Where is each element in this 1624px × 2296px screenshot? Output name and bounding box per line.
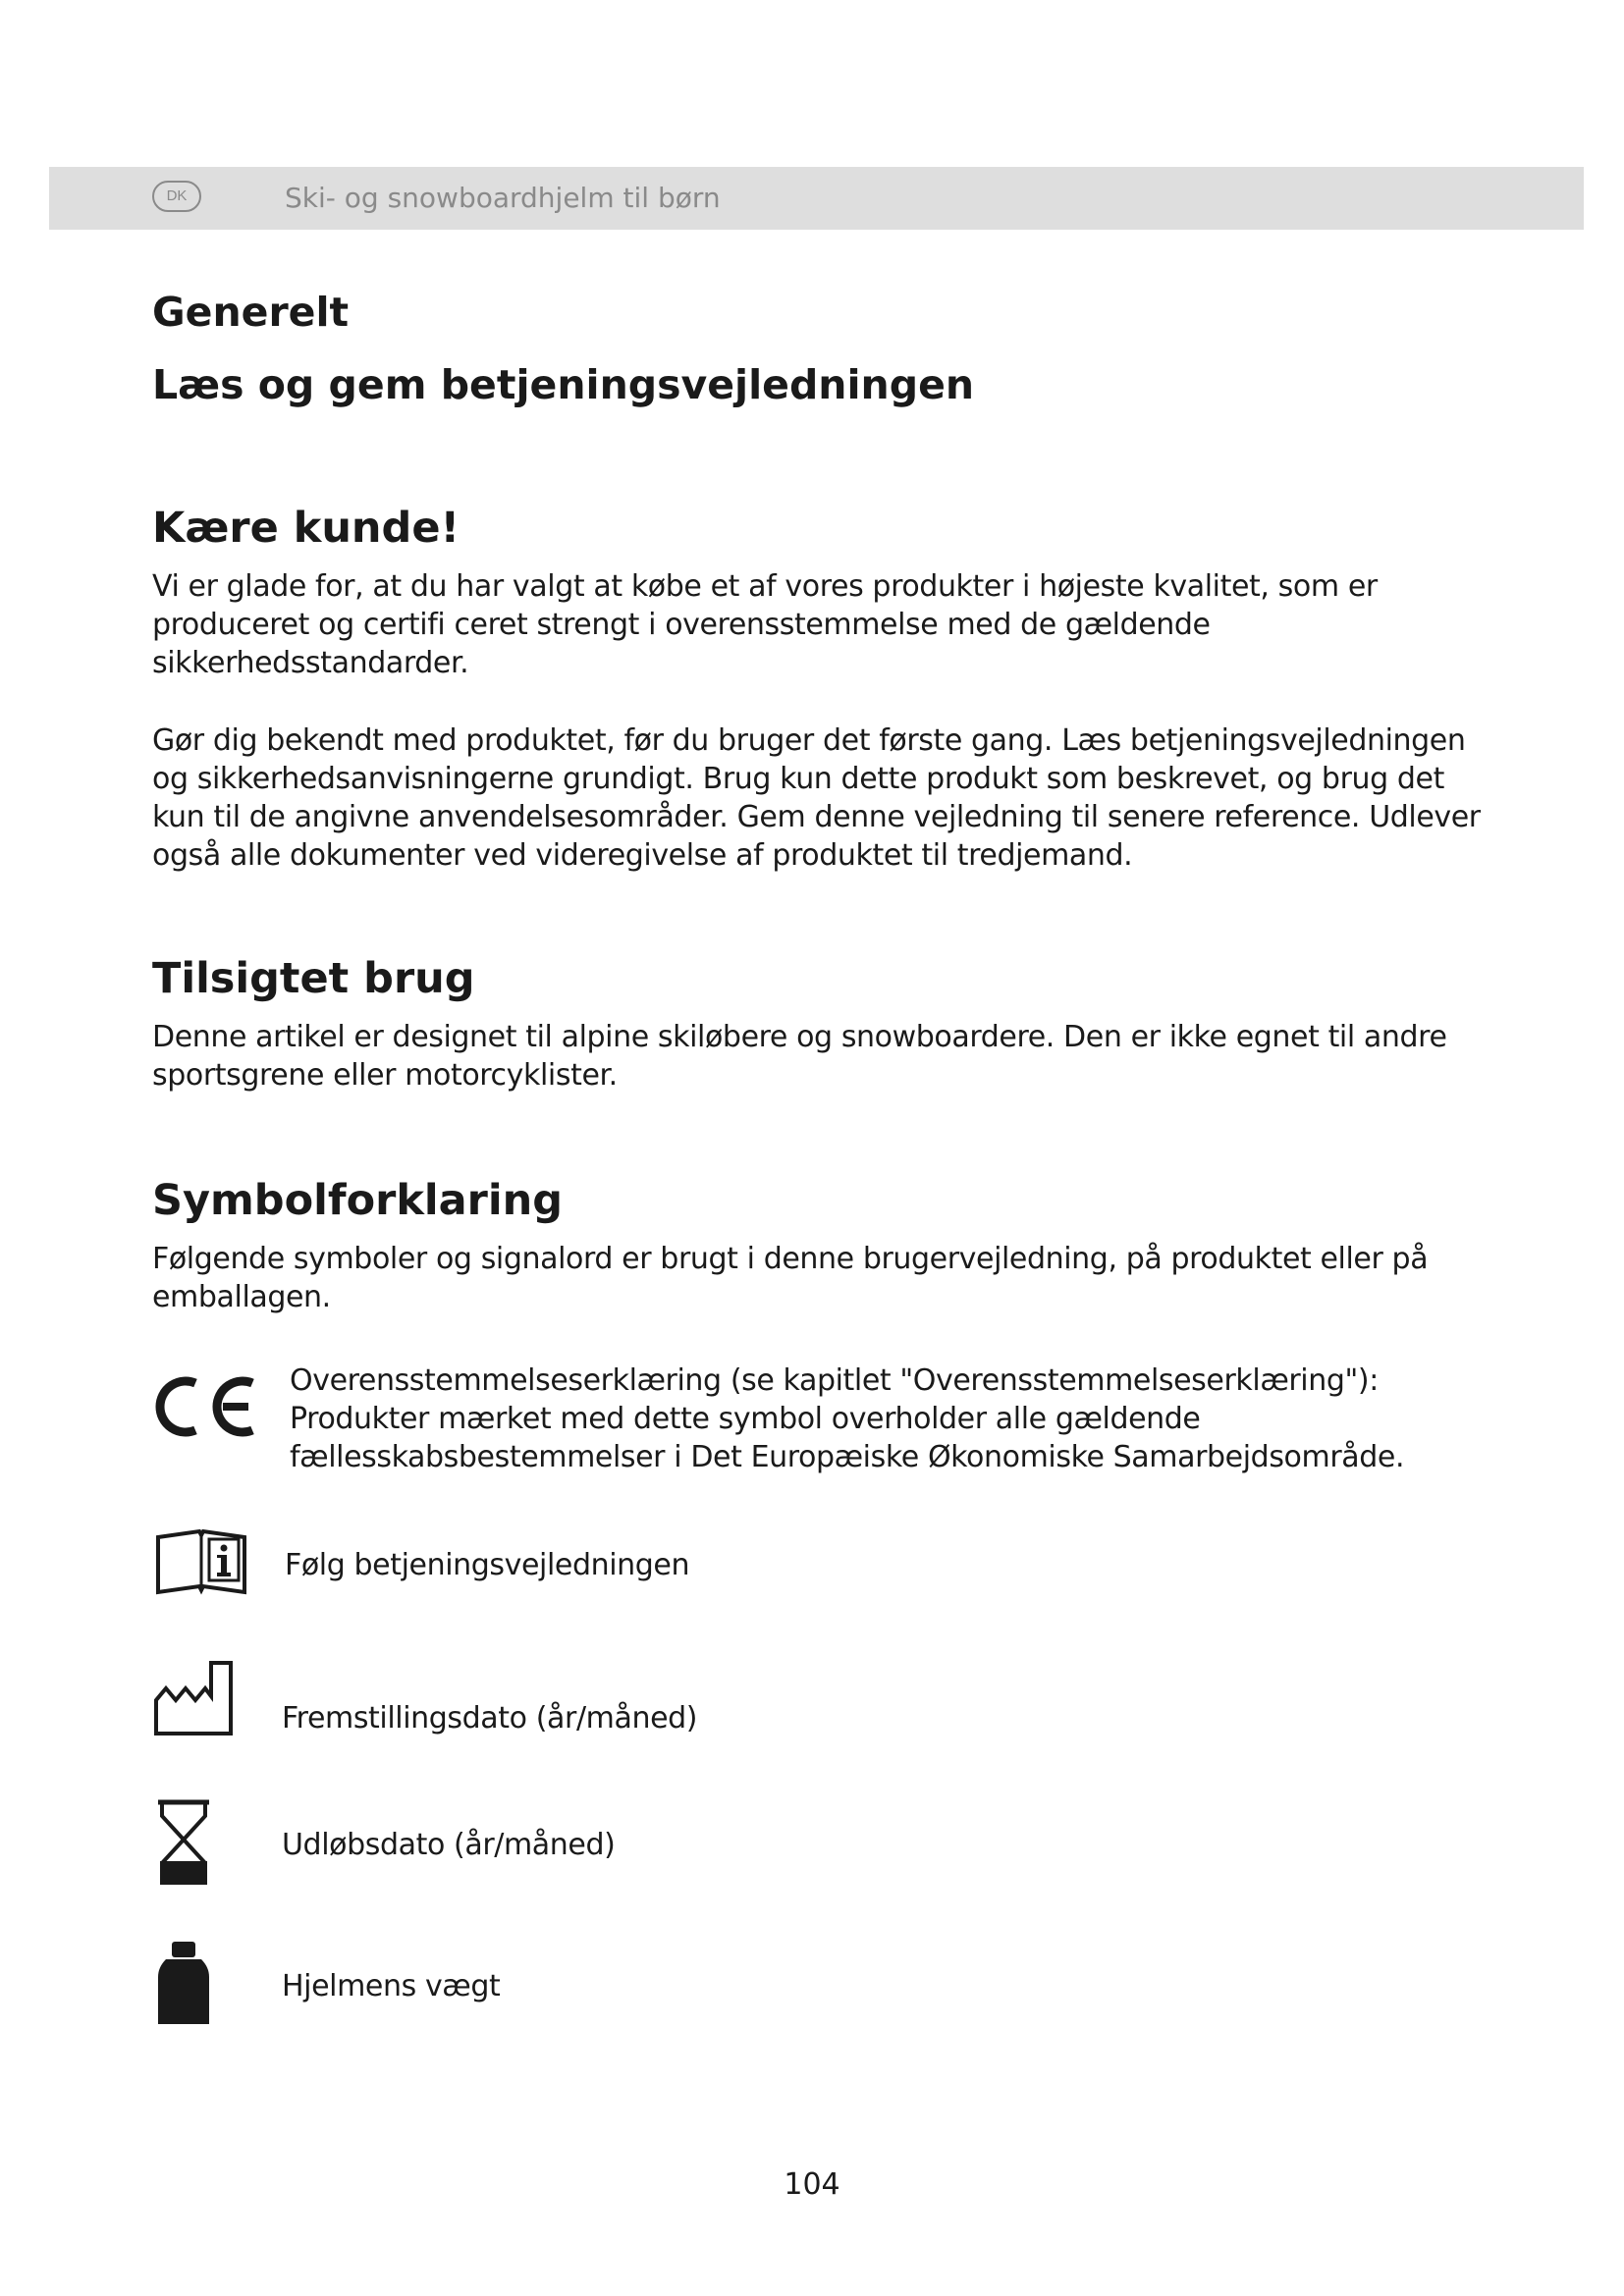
customer-paragraph-2: Gør dig bekendt med produktet, før du bruger det første gang. Læs betjeningsvejledningen og sikkerhedsanvisningerne grundigt. Brug kun dette produkt som beskrevet, og brug det kun til de angivne anvendelsesområder. Gem denne vejledning til senere reference. Udlever også alle dokumenter ved videregivelse af produktet til tredjemand. (152, 723, 1481, 873)
customer-paragraph-1: Vi er glade for, at du har valgt at købe et af vores produkter i højeste kvalitet, som er produceret og certifi ceret strengt i overensstemmelse med de gældende sikkerhedsstandarder. (152, 569, 1378, 680)
section-heading-intended-use: Tilsigtet brug (152, 954, 475, 1003)
header-title: Ski- og snowboardhjelm til børn (285, 182, 721, 214)
section-heading-general: Generelt (152, 289, 350, 336)
symbol-row-manual (152, 1527, 1488, 1602)
section-subheading-read-manual: Læs og gem betjeningsvejledningen (152, 361, 975, 408)
symbol-text-weight: Hjelmens vægt (282, 1968, 501, 2003)
section-heading-customer: Kære kunde! (152, 504, 460, 553)
intended-use-paragraph: Denne artikel er designet til alpine skiløbere og snowboardere. Den er ikke egnet til andre sportsgrene eller motorcyklister. (152, 1020, 1447, 1093)
symbol-text-ce: Overensstemmelseserklæring (se kapitlet "Overensstemmelseserklæring"): Produkter mærket med dette symbol overholder alle gældende fællesskabsbestemmelser i Det Europæiske Økonomiske Samarbejdsområde. (290, 1363, 1405, 1474)
manual-info-icon (152, 1527, 285, 1602)
ce-mark-icon (152, 1362, 290, 1442)
symbols-intro: Følgende symboler og signalord er brugt i denne brugervejledning, på produktet eller på emballagen. (152, 1242, 1429, 1314)
symbol-text-hourglass: Udløbsdato (år/måned) (282, 1827, 616, 1862)
symbol-row-ce (152, 1362, 1488, 1476)
factory-icon (152, 1659, 282, 1741)
symbol-text-factory: Fremstillingsdato (år/måned) (282, 1700, 698, 1735)
symbol-row-weight (152, 1940, 1488, 2032)
hourglass-icon (152, 1798, 282, 1891)
main-content (152, 285, 1488, 2032)
symbol-text-manual: Følg betjeningsvejledningen (285, 1547, 690, 1582)
header-bar (49, 167, 1584, 230)
symbol-row-hourglass (152, 1798, 1488, 1891)
symbol-row-factory (152, 1659, 1488, 1741)
section-heading-symbols: Symbolforklaring (152, 1176, 564, 1225)
page-number: 104 (784, 2167, 840, 2202)
weight-icon (152, 1940, 282, 2032)
language-badge: DK (152, 181, 201, 212)
